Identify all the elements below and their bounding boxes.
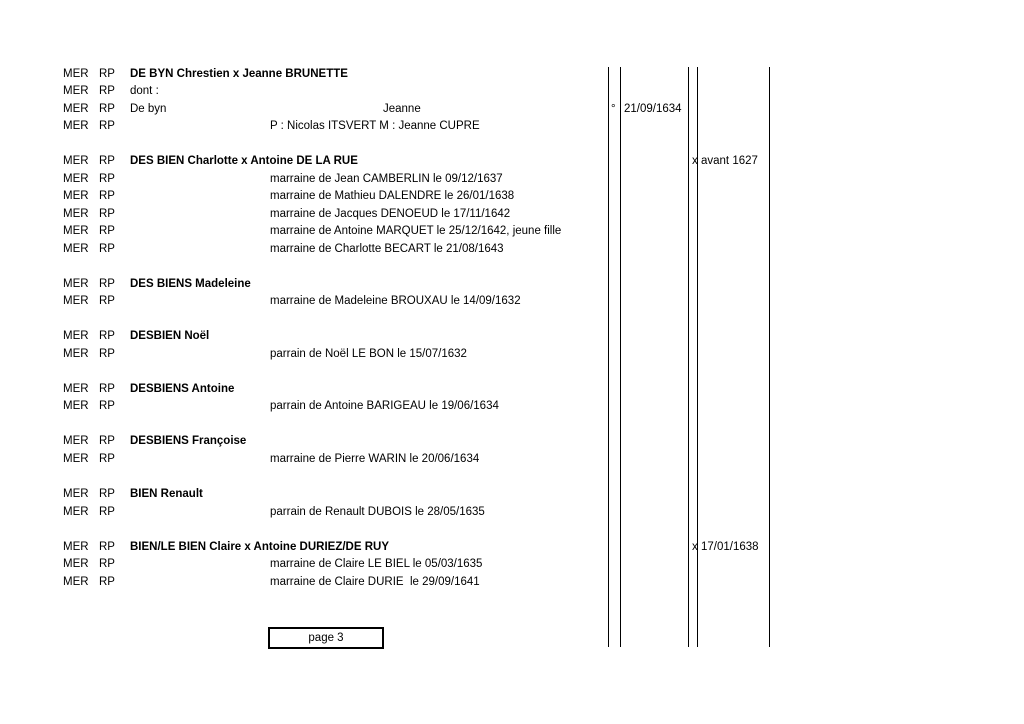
register-code: RP — [99, 506, 115, 518]
register-code: RP — [99, 155, 115, 167]
source-code: MER — [63, 85, 89, 97]
register-code: RP — [99, 488, 115, 500]
record-row — [0, 188, 1024, 205]
birth-sign: ° — [611, 103, 616, 115]
record-row — [0, 346, 1024, 363]
record-row — [0, 206, 1024, 223]
source-code: MER — [63, 68, 89, 80]
birth-date: 21/09/1634 — [624, 103, 682, 115]
register-code: RP — [99, 558, 115, 570]
register-code: RP — [99, 243, 115, 255]
family-heading: DES BIEN Charlotte x Antoine DE LA RUE — [130, 155, 358, 167]
family-heading: DES BIENS Madeleine — [130, 278, 251, 290]
record-row — [0, 451, 1024, 468]
page-number: page 3 — [308, 632, 344, 644]
record-detail: marraine de Madeleine BROUXAU le 14/09/1632 — [270, 295, 521, 307]
register-code: RP — [99, 453, 115, 465]
family-heading: DESBIENS Antoine — [130, 383, 235, 395]
family-heading: DE BYN Chrestien x Jeanne BRUNETTE — [130, 68, 348, 80]
record-row — [0, 171, 1024, 188]
register-code: RP — [99, 576, 115, 588]
source-code: MER — [63, 330, 89, 342]
record-row — [0, 101, 1024, 118]
register-code: RP — [99, 435, 115, 447]
record-row — [0, 66, 1024, 83]
source-code: MER — [63, 103, 89, 115]
source-code: MER — [63, 541, 89, 553]
source-code: MER — [63, 558, 89, 570]
record-row — [0, 486, 1024, 503]
marriage-mark: x — [692, 541, 698, 553]
family-heading: BIEN/LE BIEN Claire x Antoine DURIEZ/DE RUY — [130, 541, 389, 553]
source-code: MER — [63, 173, 89, 185]
record-detail: marraine de Charlotte BECART le 21/08/1643 — [270, 243, 504, 255]
register-code: RP — [99, 85, 115, 97]
record-detail: marraine de Antoine MARQUET le 25/12/1642, jeune fille — [270, 225, 562, 237]
family-heading: DESBIENS Françoise — [130, 435, 247, 447]
first-name: Jeanne — [383, 103, 421, 115]
register-code: RP — [99, 541, 115, 553]
source-code: MER — [63, 400, 89, 412]
source-code: MER — [63, 488, 89, 500]
record-row — [0, 539, 1024, 556]
surname: De byn — [130, 103, 167, 115]
record-detail: marraine de Jean CAMBERLIN le 09/12/1637 — [270, 173, 503, 185]
register-code: RP — [99, 225, 115, 237]
record-detail: parrain de Renault DUBOIS le 28/05/1635 — [270, 506, 485, 518]
register-code: RP — [99, 278, 115, 290]
marriage-date: avant 1627 — [701, 155, 758, 167]
record-detail: marraine de Claire DURIE le 29/09/1641 — [270, 576, 480, 588]
register-code: RP — [99, 173, 115, 185]
record-row — [0, 504, 1024, 521]
record-row — [0, 556, 1024, 573]
register-code: RP — [99, 190, 115, 202]
marriage-mark: x — [692, 155, 698, 167]
source-code: MER — [63, 120, 89, 132]
record-detail: parrain de Antoine BARIGEAU le 19/06/1634 — [270, 400, 499, 412]
record-row — [0, 381, 1024, 398]
record-row — [0, 83, 1024, 100]
source-code: MER — [63, 576, 89, 588]
record-detail: marraine de Mathieu DALENDRE le 26/01/1638 — [270, 190, 515, 202]
source-code: MER — [63, 243, 89, 255]
register-code: RP — [99, 383, 115, 395]
source-code: MER — [63, 383, 89, 395]
record-detail: marraine de Claire LE BIEL le 05/03/1635 — [270, 558, 483, 570]
register-code: RP — [99, 295, 115, 307]
record-detail: parrain de Noël LE BON le 15/07/1632 — [270, 348, 467, 360]
register-code: RP — [99, 400, 115, 412]
record-detail: marraine de Pierre WARIN le 20/06/1634 — [270, 453, 480, 465]
register-code: RP — [99, 330, 115, 342]
page-number-box — [268, 627, 384, 649]
family-heading: DESBIEN Noël — [130, 330, 210, 342]
register-code: RP — [99, 68, 115, 80]
record-row — [0, 241, 1024, 258]
source-code: MER — [63, 435, 89, 447]
source-code: MER — [63, 208, 89, 220]
godparents-text: P : Nicolas ITSVERT M : Jeanne CUPRE — [270, 120, 480, 132]
marriage-date: 17/01/1638 — [701, 541, 759, 553]
register-code: RP — [99, 348, 115, 360]
record-row — [0, 223, 1024, 240]
record-row — [0, 433, 1024, 450]
source-code: MER — [63, 348, 89, 360]
source-code: MER — [63, 190, 89, 202]
register-code: RP — [99, 103, 115, 115]
register-code: RP — [99, 208, 115, 220]
record-row — [0, 153, 1024, 170]
record-row — [0, 118, 1024, 135]
record-detail: marraine de Jacques DENOEUD le 17/11/1642 — [270, 208, 511, 220]
record-row — [0, 328, 1024, 345]
record-row — [0, 574, 1024, 591]
record-text: dont : — [130, 85, 159, 97]
source-code: MER — [63, 295, 89, 307]
source-code: MER — [63, 278, 89, 290]
record-row — [0, 276, 1024, 293]
source-code: MER — [63, 453, 89, 465]
register-code: RP — [99, 120, 115, 132]
record-row — [0, 293, 1024, 310]
source-code: MER — [63, 155, 89, 167]
record-row — [0, 398, 1024, 415]
source-code: MER — [63, 225, 89, 237]
family-heading: BIEN Renault — [130, 488, 203, 500]
source-code: MER — [63, 506, 89, 518]
